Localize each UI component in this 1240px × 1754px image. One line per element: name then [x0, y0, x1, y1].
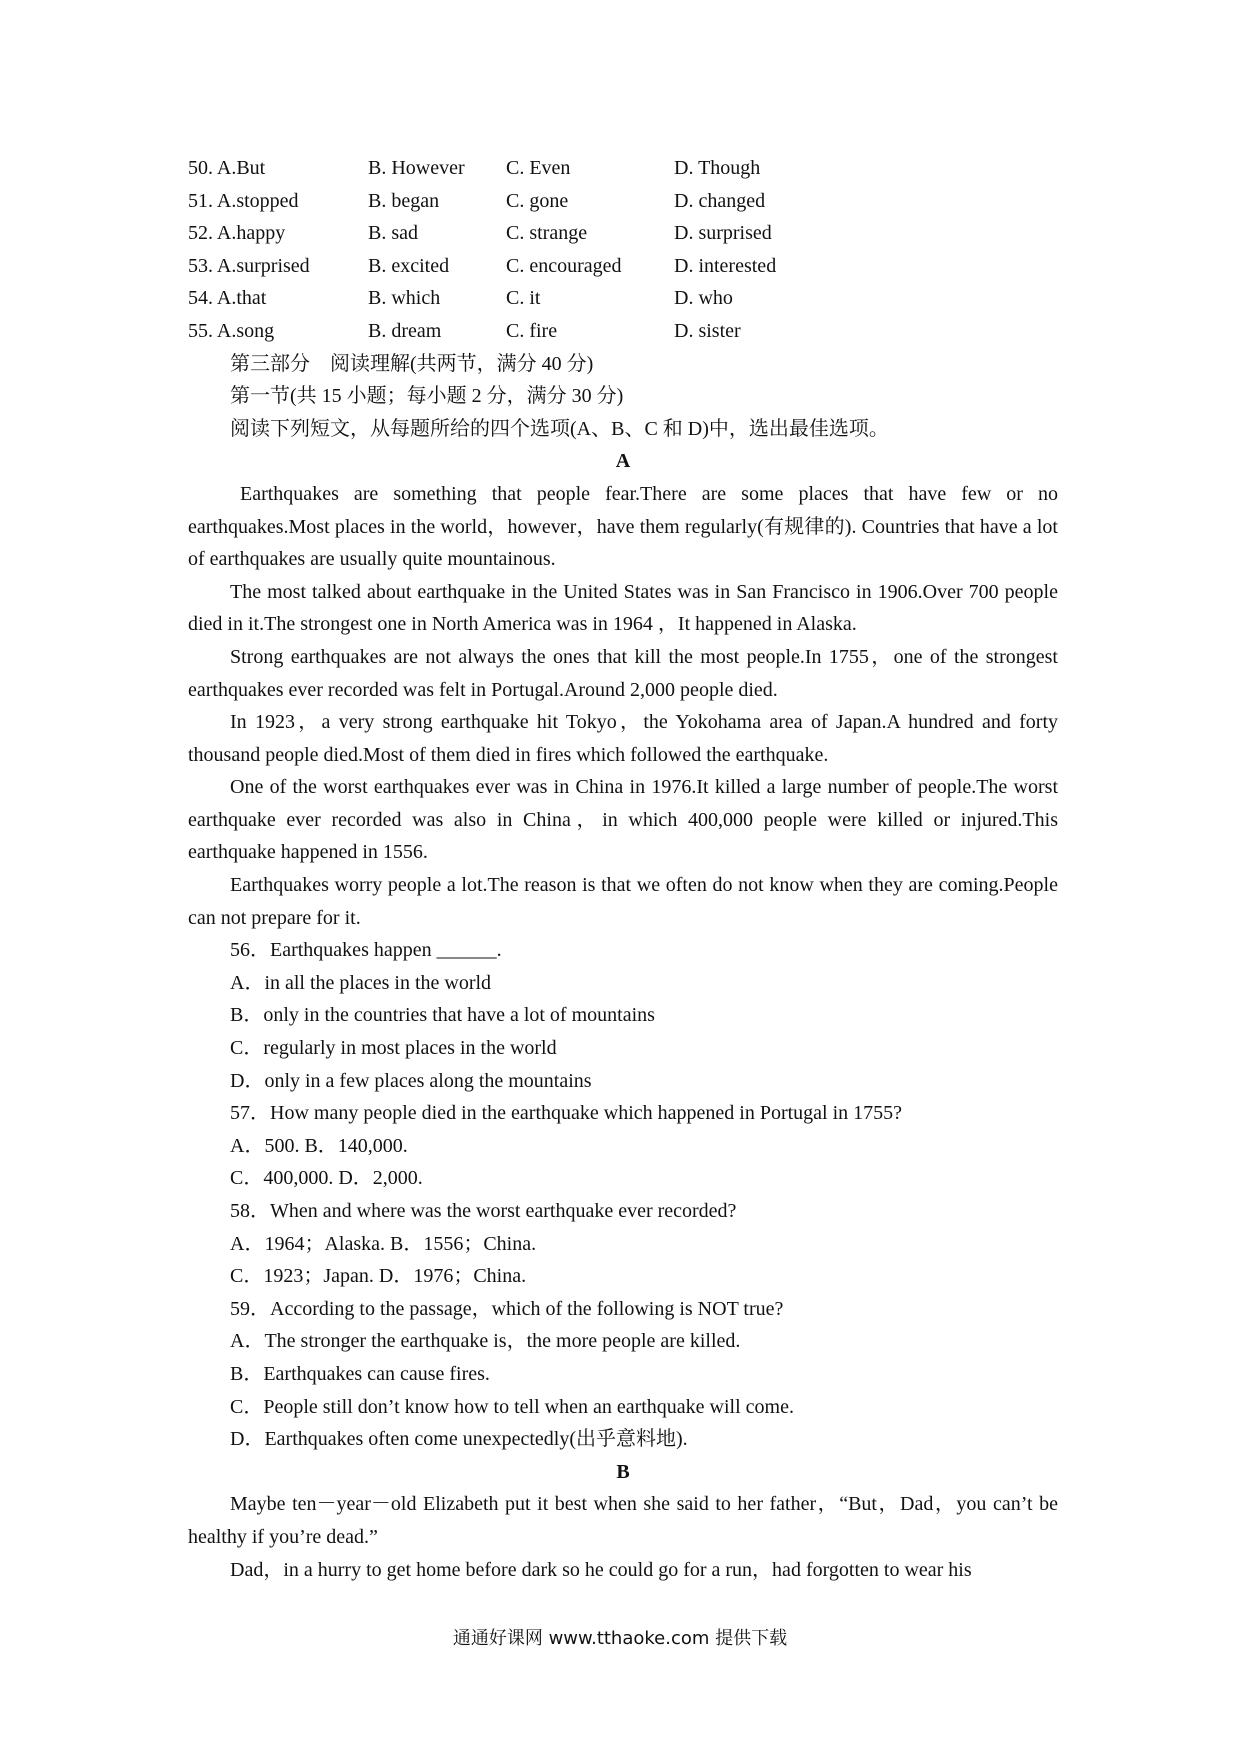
cloze-option: C. strange: [506, 222, 588, 245]
cloze-option: D. interested: [674, 254, 777, 277]
question-stem: 59．According to the passage，which of the following is NOT true?: [230, 1297, 784, 1320]
passage-a-paragraph: Earthquakes are something that people fear.There are some places that have few or no earthquakes.Most places in the world，however，have them regularly(有规律的). Countries that have a lot of earthquakes are usually quite mountainous.: [188, 482, 1058, 571]
question-option: B．only in the countries that have a lot of mountains: [230, 1004, 655, 1027]
passage-b-paragraph: Dad，in a hurry to get home before dark so he could go for a run，had forgotten to wear his: [230, 1558, 972, 1581]
cloze-option: 53. A.surprised: [188, 254, 310, 277]
page-content: [188, 152, 1058, 1586]
question-stem: 57．How many people died in the earthquake which happened in Portugal in 1755?: [230, 1102, 903, 1125]
cloze-option-row: [188, 185, 1058, 218]
cloze-option: B. sad: [368, 222, 418, 245]
cloze-option: C. fire: [506, 319, 558, 342]
cloze-option: B. which: [368, 287, 441, 310]
question-stem: 58．When and where was the worst earthquake ever recorded?: [230, 1200, 737, 1222]
question-option: B．Earthquakes can cause fires.: [230, 1362, 490, 1385]
cloze-option: B. However: [368, 157, 465, 179]
passage-a-questions: [188, 934, 1058, 1456]
passage-a-paragraph: The most talked about earthquake in the United States was in San Francisco in 1906.Over 700 people died in it.The strongest one in North America was in 1964 ，It happened in Alaska.: [188, 580, 1058, 636]
passage-b-label: B: [616, 1460, 630, 1483]
cloze-option: D. Though: [674, 157, 761, 179]
cloze-option: 51. A.stopped: [188, 189, 299, 212]
cloze-option: D. surprised: [674, 222, 772, 245]
passage-a-paragraph: One of the worst earthquakes ever was in China in 1976.It killed a large number of people.The worst earthquake ever recorded was also in China，in which 400,000 people were killed or injured.This earthquake happened in 1556.: [188, 776, 1058, 864]
question-option: A．The stronger the earthquake is，the more people are killed.: [230, 1330, 741, 1353]
question-option: D．only in a few places along the mountains: [230, 1069, 592, 1092]
cloze-option: 50. A.But: [188, 157, 266, 179]
cloze-option: B. excited: [368, 254, 450, 277]
cloze-option: D. changed: [674, 189, 766, 212]
cloze-option: B. began: [368, 189, 440, 212]
cloze-option: C. it: [506, 287, 541, 310]
cloze-options: [188, 152, 1058, 348]
cloze-option-row: [188, 217, 1058, 250]
subsection-title: 第一节(共 15 小题；每小题 2 分，满分 30 分): [230, 385, 624, 408]
question-option: A．500. B．140,000.: [230, 1134, 408, 1157]
passage-a-paragraph: Earthquakes worry people a lot.The reason is that we often do not know when they are coming.People can not prepare for it.: [188, 874, 1058, 929]
cloze-option-row: [188, 315, 1058, 348]
cloze-option: 54. A.that: [188, 287, 267, 310]
cloze-option: D. who: [674, 287, 733, 310]
question-option: C．1923；Japan. D．1976；China.: [230, 1265, 527, 1288]
passage-b-text: [188, 1488, 1058, 1586]
question-option: C．400,000. D．2,000.: [230, 1167, 423, 1190]
cloze-option: D. sister: [674, 319, 741, 342]
page-footer: 通通好课网 www.tthaoke.com 提供下载: [452, 1628, 788, 1649]
section-title: 第三部分 阅读理解(共两节，满分 40 分): [230, 352, 594, 375]
passage-b-paragraph: Maybe ten－year－old Elizabeth put it best when she said to her father，“But，Dad，you can’t be healthy if you’re dead.”: [188, 1493, 1058, 1548]
passage-a-text: [188, 478, 1058, 934]
question-option: D．Earthquakes often come unexpectedly(出乎意料地).: [230, 1428, 688, 1451]
question-option: A．in all the places in the world: [230, 971, 492, 994]
cloze-option-row: [188, 250, 1058, 283]
passage-a-paragraph: Strong earthquakes are not always the ones that kill the most people.In 1755，one of the strongest earthquakes ever recorded was felt in Portugal.Around 2,000 people died.: [188, 645, 1058, 701]
question-stem: 56．Earthquakes happen ______.: [230, 939, 502, 962]
question-option: C．regularly in most places in the world: [230, 1037, 557, 1060]
question-option: C．People still don’t know how to tell when an earthquake will come.: [230, 1395, 794, 1418]
passage-a-label: A: [615, 450, 631, 473]
passage-a-paragraph: In 1923，a very strong earthquake hit Tokyo，the Yokohama area of Japan.A hundred and forty thousand people died.Most of them died in fires which followed the earthquake.: [188, 711, 1058, 766]
cloze-option: C. gone: [506, 189, 569, 212]
cloze-option: C. encouraged: [506, 254, 622, 277]
cloze-option-row: [188, 282, 1058, 315]
instructions: 阅读下列短文，从每题所给的四个选项(A、B、C 和 D)中，选出最佳选项。: [230, 417, 889, 440]
cloze-option: 52. A.happy: [188, 222, 286, 245]
question-option: A．1964；Alaska. B．1556；China.: [230, 1232, 537, 1255]
cloze-option: C. Even: [506, 157, 571, 179]
cloze-option: 55. A.song: [188, 319, 275, 342]
cloze-option-row: [188, 152, 1058, 185]
cloze-option: B. dream: [368, 319, 442, 342]
